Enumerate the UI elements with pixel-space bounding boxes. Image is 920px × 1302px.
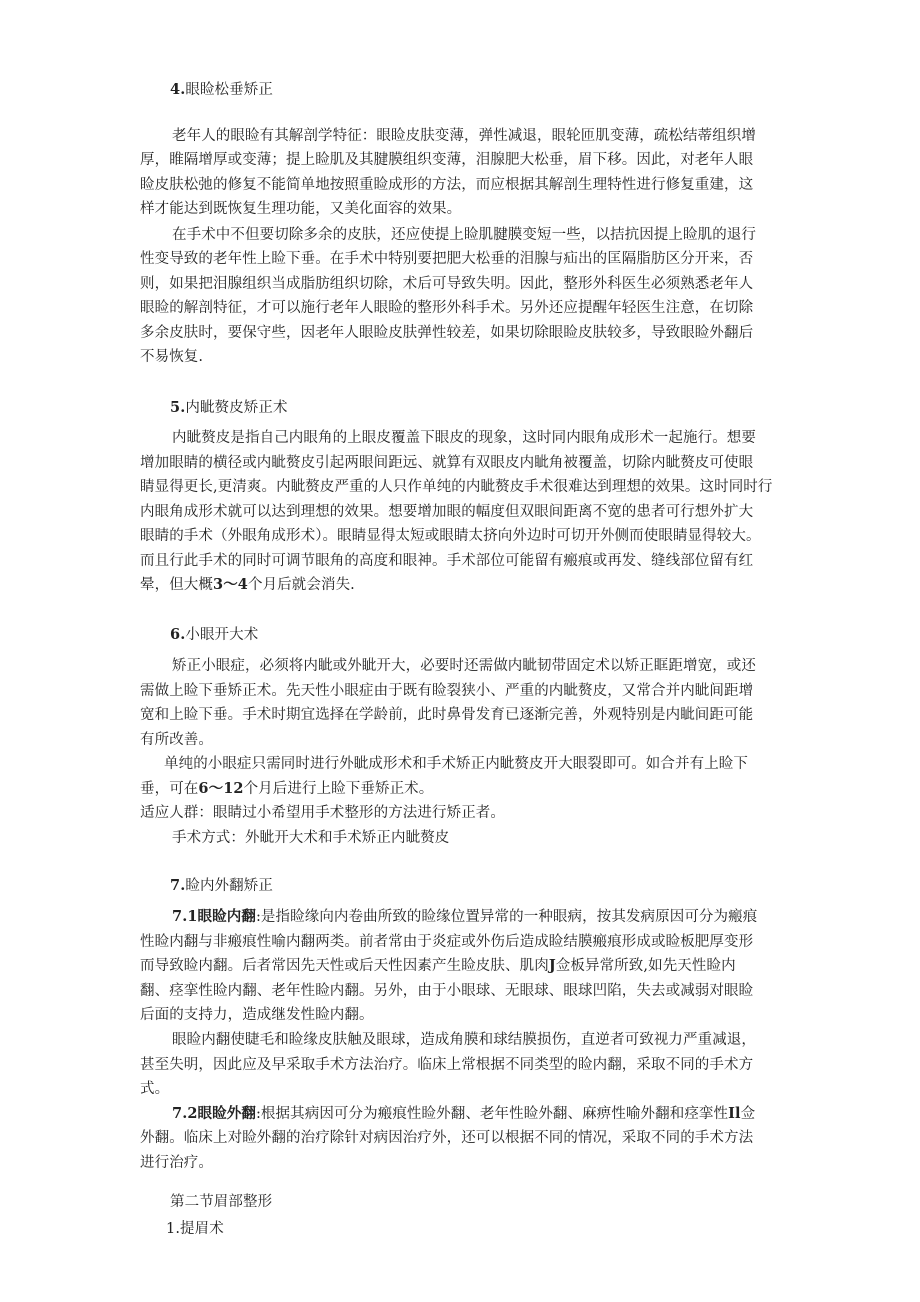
section-5-heading: 5.内眦赘皮矫正术 [170, 399, 288, 416]
section-7-paragraph-line: 而导致睑内翻。后者常因先天性或后天性因素产生睑皮肤、肌肉J佥板异常所致,如先天性睑内 [140, 957, 736, 974]
section-6-paragraph-line: 垂，可在6～12个月后进行上睑下垂矫正术。 [140, 780, 434, 797]
section-7-paragraph-line: 翻、痉挛性睑内翻、老年性睑内翻。另外，由于小眼球、无眼球、眼球凹陷，失去或减弱对眼睑 [140, 983, 754, 999]
section-5-paragraph-line: 晕，但大概3～4个月后就会消失. [140, 576, 355, 593]
section-7-paragraph-line: 7.2眼睑外翻:根据其病因可分为瘢痕性睑外翻、老年性睑外翻、麻痹性喻外翻和痉挛性Il佥 [172, 1105, 756, 1122]
section-4-paragraph-line: 厚，睢隔增厚或变薄；提上睑肌及其腱膜组织变薄，泪腺肥大松垂，眉下移。因此，对老年人眼 [140, 152, 754, 168]
section-4-heading: 4.眼睑松垂矫正 [170, 81, 273, 98]
section-7-paragraph-line: 外翻。临床上对睑外翻的治疗除针对病因治疗外，还可以根据不同的情况，采取不同的手术方法 [140, 1130, 754, 1146]
section-6-paragraph-line: 单纯的小眼症只需同时进行外眦成形术和手术矫正内眦赘皮开大眼裂即可。如合并有上睑下 [164, 756, 748, 772]
section-7-paragraph-line: 式。 [140, 1081, 170, 1097]
section-5-paragraph-line: 内眼角成形术就可以达到理想的效果。想要增加眼的幅度但双眼间距离不宽的患者可行想外扩大 [140, 504, 754, 520]
section-7-paragraph-line: 7.1眼睑内翻:是指睑缘向内卷曲所致的睑缘位置异常的一种眼病，按其发病原因可分为瘢痕 [172, 908, 758, 925]
section-5-paragraph-line: 而且行此手术的同时可调节眼角的高度和眼神。手术部位可能留有瘢痕或再发、缝线部位留有红 [140, 553, 754, 569]
section-7-paragraph-line: 后面的支持力，造成继发性睑内翻。 [140, 1007, 374, 1023]
section-5-paragraph-line: 内眦赘皮是指自己内眼角的上眼皮覆盖下眼皮的现象，这时同内眼角成形术一起施行。想要 [172, 430, 756, 446]
section-4-paragraph-line: 则，如果把泪腺组织当成脂肪组织切除，术后可导致失明。因此，整形外科医生必须熟悉老年人 [140, 276, 754, 292]
section-eyebrow-title: 第二节眉部整形 [170, 1194, 273, 1210]
section-4-paragraph-line: 老年人的眼睑有其解剖学特征：眼睑皮肤变薄，弹性减退，眼轮匝肌变薄，疏松结蒂组织增 [172, 128, 756, 144]
section-6-paragraph-line: 有所改善。 [140, 732, 213, 748]
section-6-paragraph-line: 手术方式：外眦开大术和手术矫正内眦赘皮 [172, 830, 450, 846]
section-6-paragraph-line: 适应人群：眼睛过小希望用手术整形的方法进行矫正者。 [140, 805, 505, 821]
section-5-paragraph-line: 增加眼睛的横径或内眦赘皮引起两眼间距远、就算有双眼皮内眦角被覆盖，切除内眦赘皮可使眼 [140, 455, 754, 471]
section-6-paragraph-line: 需做上睑下垂矫正术。先天性小眼症由于既有睑裂狭小、严重的内眦赘皮，又常合并内眦间距增 [140, 683, 754, 699]
section-5-paragraph-line: 睛显得更长,更清爽。内眦赘皮严重的人只作单纯的内眦赘皮手术很难达到理想的效果。这时同时行 [140, 479, 773, 495]
section-4-paragraph-line: 不易恢复. [140, 349, 204, 365]
section-4-paragraph-line: 眼睑的解剖特征，才可以施行老年人眼睑的整形外科手术。另外还应提醒年轻医生注意，在切除 [140, 300, 754, 316]
section-6-paragraph-line: 宽和上睑下垂。手术时期宜选择在学龄前，此时鼻骨发育已逐渐完善，外观特别是内眦间距可能 [140, 707, 754, 723]
section-7-paragraph-line: 进行治疗。 [140, 1155, 213, 1171]
section-7-paragraph-line: 甚至失明，因此应及早采取手术方法治疗。临床上常根据不同类型的睑内翻，采取不同的手术方 [140, 1057, 754, 1073]
section-7-heading: 7.睑内外翻矫正 [170, 877, 273, 894]
section-eyebrow-item: 1.提眉术 [166, 1221, 224, 1237]
section-6-heading: 6.小眼开大术 [170, 626, 259, 643]
section-4-paragraph-line: 睑皮肤松弛的修复不能简单地按照重睑成形的方法，而应根据其解剖生理特性进行修复重建，这 [140, 177, 754, 193]
section-5-paragraph-line: 眼睛的手术（外眼角成形术）。眼睛显得太短或眼睛太挤向外边时可切开外侧而使眼睛显得较大。 [140, 528, 761, 544]
section-4-paragraph-line: 多余皮肤时，要保守些，因老年人眼睑皮肤弹性较差，如果切除眼睑皮肤较多，导致眼睑外翻后 [140, 325, 754, 341]
section-7-paragraph-line: 性睑内翻与非瘢痕性喻内翻两类。前者常由于炎症或外伤后造成睑结膜瘢痕形成或睑板肥厚变形 [140, 934, 754, 950]
section-4-paragraph-line: 在手术中不但要切除多余的皮肤，还应使提上睑肌腱膜变短一些，以拮抗因提上睑肌的退行 [172, 227, 756, 243]
section-7-paragraph-line: 眼睑内翻使睫毛和睑缘皮肤触及眼球，造成角膜和球结膜损伤，直逆者可致视力严重减退， [172, 1032, 756, 1048]
section-4-paragraph-line: 性变导致的老年性上睑下垂。在手术中特别要把肥大松垂的泪腺与疝出的匡隔脂肪区分开来，否 [140, 251, 754, 267]
section-4-paragraph-line: 样才能达到既恢复生理功能，又美化面容的效果。 [140, 201, 462, 217]
section-6-paragraph-line: 矫正小眼症，必须将内眦或外眦开大，必要时还需做内眦韧带固定术以矫正眶距增宽，或还 [172, 658, 756, 674]
